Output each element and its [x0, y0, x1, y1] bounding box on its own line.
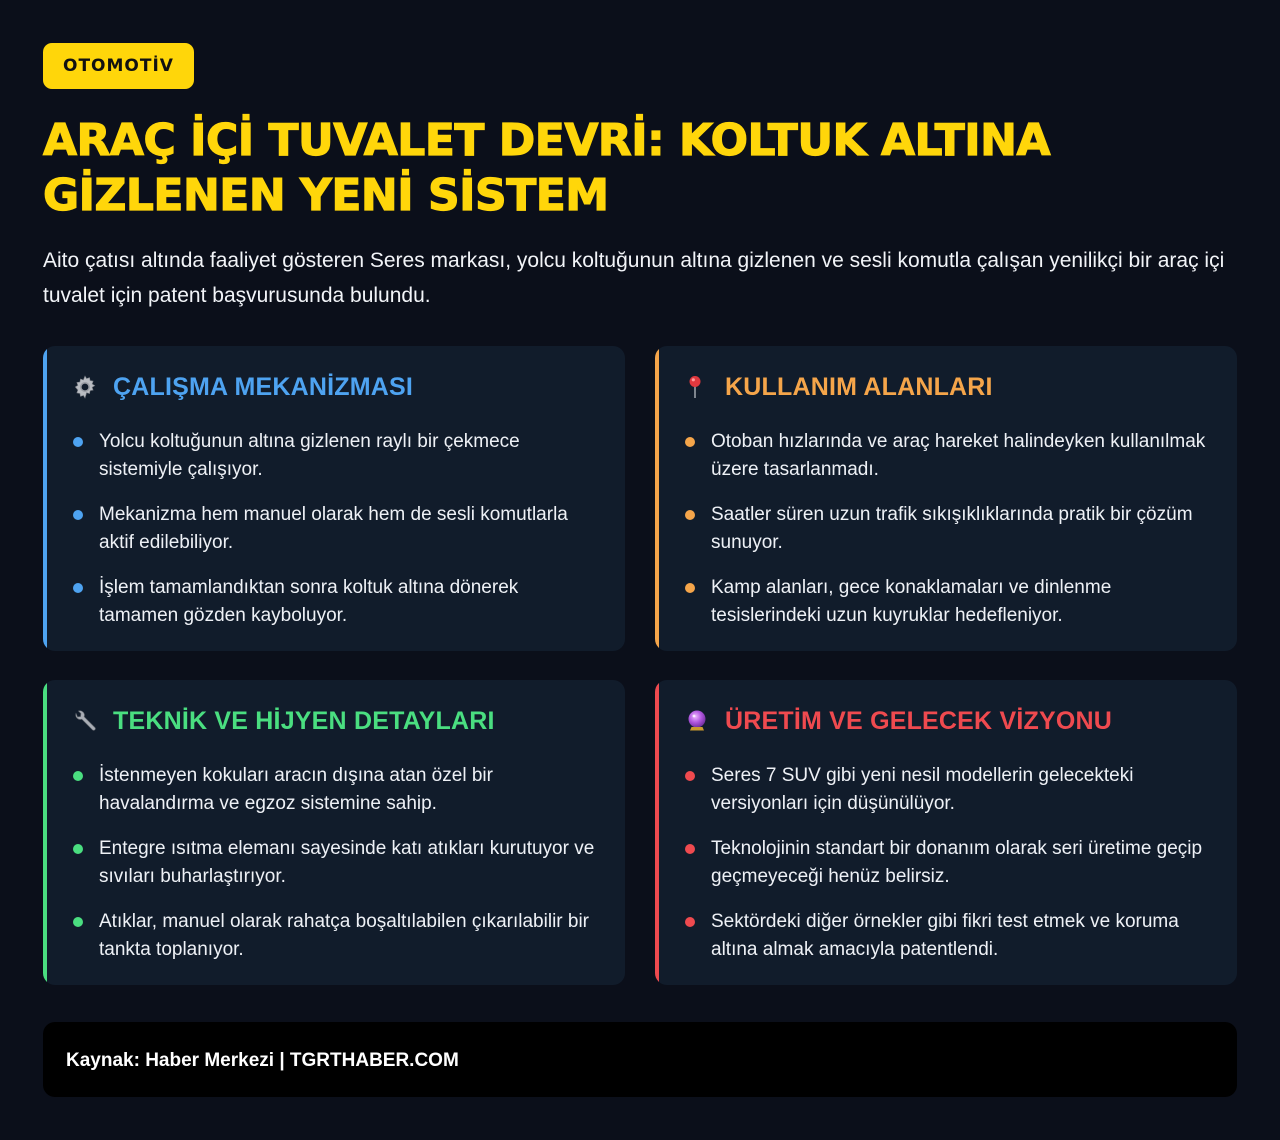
card-title: ÇALIŞMA MEKANİZMASI — [113, 372, 414, 401]
list-item — [71, 908, 601, 964]
list-item — [683, 835, 1213, 891]
list-item — [683, 428, 1213, 484]
bullet-dot — [73, 510, 83, 520]
info-card-grid — [43, 346, 1237, 985]
list-item-text: Saatler süren uzun trafik sıkışıklıklarında pratik bir çözüm sunuyor. — [711, 504, 1193, 553]
bullet-dot — [73, 771, 83, 781]
list-item — [71, 762, 601, 818]
card-kullanim-alanlari — [655, 346, 1237, 651]
card-title: KULLANIM ALANLARI — [725, 372, 993, 401]
list-item-text: Sektördeki diğer örnekler gibi fikri test etmek ve koruma altına almak amacıyla patentlendi. — [711, 911, 1179, 960]
list-item — [683, 908, 1213, 964]
list-item — [71, 501, 601, 557]
card-title: TEKNİK VE HİJYEN DETAYLARI — [113, 706, 495, 735]
source-footer — [43, 1022, 1237, 1097]
lead-paragraph: Aito çatısı altında faaliyet gösteren Seres markası, yolcu koltuğunun altına gizlenen ve sesli komutla çalışan yenilikçi bir araç içi tuvalet için patent başvurusunda bulundu. — [43, 249, 1225, 307]
bullet-dot — [685, 437, 695, 447]
bullet-dot — [73, 917, 83, 927]
bullet-dot — [685, 583, 695, 593]
list-item — [683, 501, 1213, 557]
card-header — [71, 372, 601, 402]
bullet-dot — [685, 917, 695, 927]
card-uretim-ve-gelecek-vizyonu — [655, 680, 1237, 985]
card-list — [71, 762, 601, 964]
list-item — [71, 835, 601, 891]
bullet-dot — [73, 844, 83, 854]
category-badge: OTOMOTİV — [43, 43, 194, 89]
list-item-text: Atıklar, manuel olarak rahatça boşaltılabilen çıkarılabilir bir tankta toplanıyor. — [99, 911, 590, 960]
gear-icon — [71, 373, 99, 401]
list-item-text: Mekanizma hem manuel olarak hem de sesli komutlarla aktif edilebiliyor. — [99, 504, 568, 553]
list-item-text: İstenmeyen kokuları aracın dışına atan özel bir havalandırma ve egzoz sistemine sahip. — [99, 765, 493, 814]
wrench-icon — [71, 707, 99, 735]
card-title: ÜRETİM VE GELECEK VİZYONU — [725, 706, 1112, 735]
list-item-text: Entegre ısıtma elemanı sayesinde katı atıkları kurutuyor ve sıvıları buharlaştırıyor. — [99, 838, 595, 887]
list-item — [683, 762, 1213, 818]
source-text: Kaynak: Haber Merkezi | TGRTHABER.COM — [66, 1050, 459, 1071]
bullet-dot — [73, 437, 83, 447]
list-item — [683, 574, 1213, 630]
list-item-text: Seres 7 SUV gibi yeni nesil modellerin gelecekteki versiyonları için düşünülüyor. — [711, 765, 1134, 814]
card-list — [683, 428, 1213, 630]
card-teknik-ve-hijyen-detaylari — [43, 680, 625, 985]
bullet-dot — [685, 771, 695, 781]
headline: ARAÇ İÇİ TUVALET DEVRİ: KOLTUK ALTINA GİZLENEN YENİ SİSTEM — [43, 115, 1051, 221]
list-item-text: Kamp alanları, gece konaklamaları ve dinlenme tesislerindeki uzun kuyruklar hedefleniyor. — [711, 577, 1112, 626]
card-calisma-mekanizmasi — [43, 346, 625, 651]
list-item-text: Teknolojinin standart bir donanım olarak seri üretime geçip geçmeyeceği henüz belirsiz. — [711, 838, 1203, 887]
list-item-text: İşlem tamamlandıktan sonra koltuk altına dönerek tamamen gözden kayboluyor. — [99, 577, 519, 626]
crystal-ball-icon — [683, 707, 711, 735]
card-header — [683, 706, 1213, 736]
bullet-dot — [73, 583, 83, 593]
card-list — [71, 428, 601, 630]
list-item-text: Yolcu koltuğunun altına gizlenen raylı bir çekmece sistemiyle çalışıyor. — [99, 431, 520, 480]
card-header — [71, 706, 601, 736]
bullet-dot — [685, 510, 695, 520]
pushpin-icon — [683, 373, 711, 401]
list-item — [71, 428, 601, 484]
card-header — [683, 372, 1213, 402]
list-item — [71, 574, 601, 630]
card-list — [683, 762, 1213, 964]
list-item-text: Otoban hızlarında ve araç hareket halindeyken kullanılmak üzere tasarlanmadı. — [711, 431, 1206, 480]
bullet-dot — [685, 844, 695, 854]
